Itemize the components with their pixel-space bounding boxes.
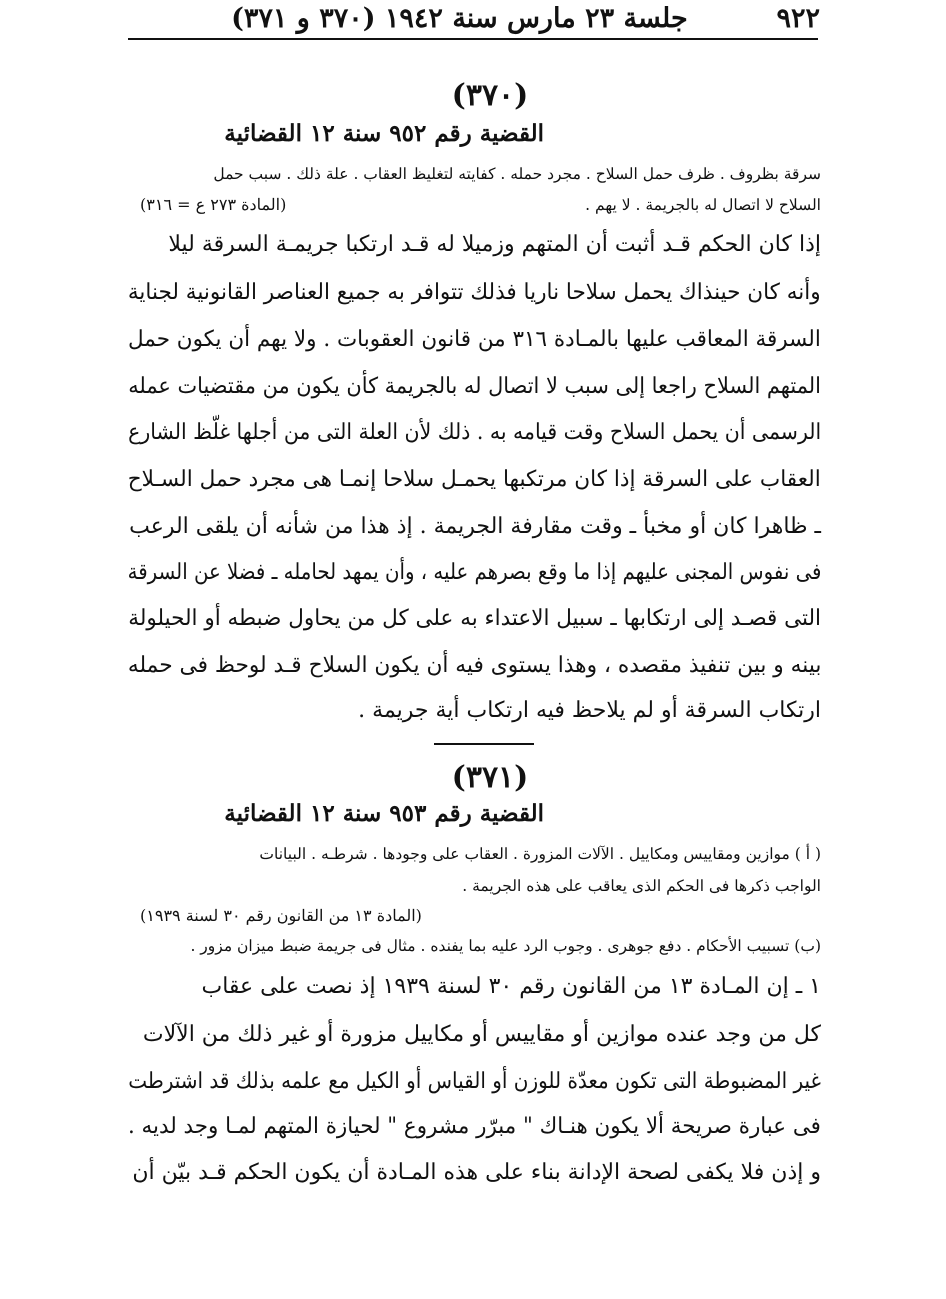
case-summary-370-line1: سرقة بظروف . ظرف حمل السلاح . مجرد حمله . كفايته لتغليظ العقاب . علة ذلك . سبب حمل [213,165,821,183]
section-separator [434,743,534,745]
case-title-370: القضية رقم ٩٥٢ سنة ١٢ القضائية [224,120,544,147]
body-line-370-10: بينه و بين تنفيذ مقصده ، وهذا يستوى فيه أن يكون السلاح قـد لوحظ فى حمله [127,653,821,678]
body-line-371-4: فى عبارة صريحة ألا يكون هنـاك " مبرّر مشروع " لحيازة المتهم لمـا وجد لديه . [128,1114,821,1139]
running-title: جلسة ٢٣ مارس سنة ١٩٤٢ (٣٧٠ و ٣٧١) [231,3,688,34]
body-line-370-5: الرسمى أن يحمل السلاح وقت قيامه به . ذلك لأن العلة التى من أجلها غلّظ الشارع [128,420,821,445]
body-line-370-9: التى قصـد إلى ارتكابها ـ سبيل الاعتداء به على كل من يحاول ضبطه أو الحيلولة [128,606,821,631]
body-line-370-8: فى نفوس المجنى عليهم إذا ما وقع بصرهم عليه ، وأن يمهد لحامله ـ فضلا عن السرقة [127,560,821,585]
case-number-370: (٣٧٠) [451,78,529,113]
case-title-371: القضية رقم ٩٥٣ سنة ١٢ القضائية [224,800,544,827]
legal-reference-371: (المادة ١٣ من القانون رقم ٣٠ لسنة ١٩٣٩) [140,906,422,925]
header-rule [128,38,818,40]
page-number: ٩٢٢ [776,3,820,34]
body-line-370-1: إذا كان الحكم قـد أثبت أن المتهم وزميلا له قـد ارتكبا جريمـة السرقة ليلا [168,232,821,257]
legal-reference-370: (المادة ٢٧٣ ع = ٣١٦) [140,195,287,214]
body-line-370-4: المتهم السلاح راجعا إلى سبب لا اتصال له بالجريمة كأن يكون من مقتضيات عمله [128,374,821,399]
body-line-371-2: كل من وجد عنده موازين أو مقاييس أو مكاييل مزورة أو غير ذلك من الآلات [142,1022,821,1047]
body-line-370-2: وأنه كان حينذاك يحمل سلاحا ناريا فذلك تتوافر به جميع العناصر القانونية لجناية [128,280,821,305]
body-line-371-5: و إذن فلا يكفى لصحة الإدانة بناء على هذه المـادة أن يكون الحكم قـد بيّن أن [132,1160,821,1185]
case-number-371: (٣٧١) [451,760,529,795]
body-line-370-7: ـ ظاهرا كان أو مخبأ ـ وقت مقارفة الجريمة . إذ هذا من شأنه أن يلقى الرعب [129,514,821,539]
body-line-371-3: غير المضبوطة التى تكون معدّة للوزن أو القياس أو الكيل مع علمه بذلك قد اشترطت [128,1069,821,1094]
body-line-370-3: السرقة المعاقب عليها بالمـادة ٣١٦ من قانون العقوبات . ولا يهم أن يكون حمل [128,327,821,352]
running-header [100,2,820,36]
case-summary-370-line2: السلاح لا اتصال له بالجريمة . لا يهم . [585,196,821,214]
case-summary-371-a-line1: ( أ ) موازين ومقاييس ومكاييل . الآلات المزورة . العقاب على وجودها . شرطـه . البيانات [259,845,821,863]
body-line-371-1: ١ ـ إن المـادة ١٣ من القانون رقم ٣٠ لسنة ١٩٣٩ إذ نصت على عقاب [201,974,821,999]
body-line-370-6: العقاب على السرقة إذا كان مرتكبها يحمـل سلاحا إنمـا هى مجرد حمل السـلاح [127,467,821,492]
case-summary-371-b: (ب) تسبيب الأحكام . دفع جوهرى . وجوب الرد عليه بما يفنده . مثال فى جريمة ضبط ميزان مزور . [190,937,821,955]
body-line-370-11: ارتكاب السرقة أو لم يلاحظ فيه ارتكاب أية جريمة . [358,698,821,723]
case-summary-371-a-line2: الواجب ذكرها فى الحكم الذى يعاقب على هذه الجريمة . [462,877,821,895]
